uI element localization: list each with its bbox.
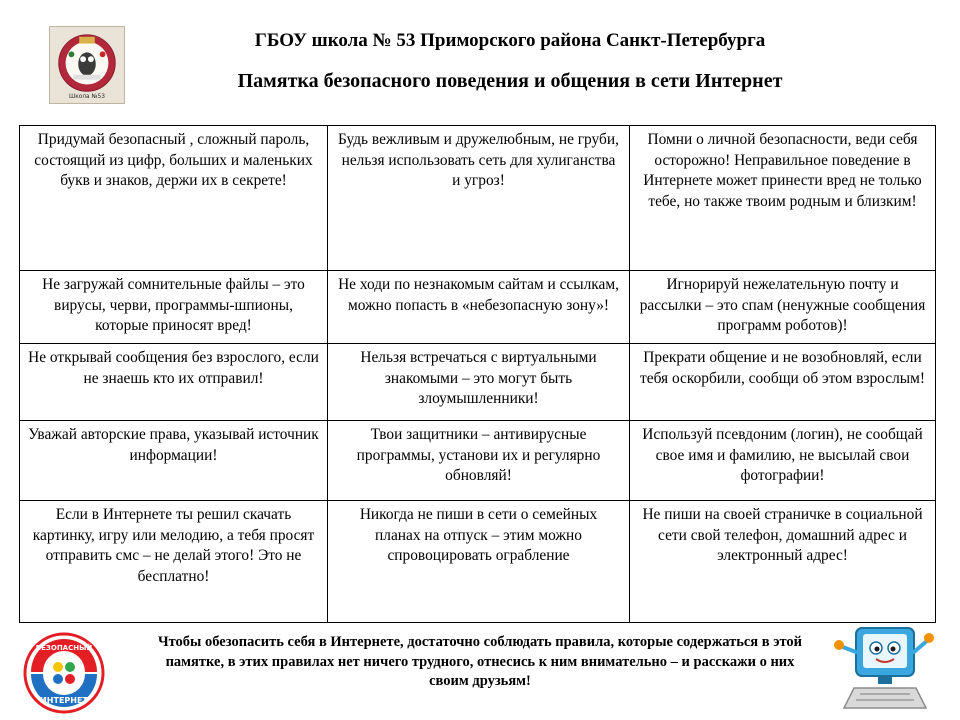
rule-cell: Твои защитники – антивирусные программы, установи их и регулярно обновляй! bbox=[328, 421, 630, 501]
mascot-pupil-right bbox=[891, 647, 896, 652]
mascot-pupil-left bbox=[875, 647, 880, 652]
badge-dot-yellow bbox=[53, 662, 63, 672]
table-row bbox=[20, 421, 936, 501]
rule-cell: Прекрати общение и не возобновляй, если тебя оскорбили, сообщи об этом взрослым! bbox=[630, 344, 936, 421]
crest-book bbox=[73, 75, 100, 80]
mascot-hand-left bbox=[834, 640, 844, 650]
crest-leaf-left bbox=[69, 51, 75, 57]
rule-cell: Игнорируй нежелательную почту и рассылки – это спам (ненужные сообщения программ роботов)! bbox=[630, 271, 936, 344]
rule-cell: Помни о личной безопасности, веди себя осторожно! Неправильное поведение в Интернете может принести вред не только тебе, но также твоим родным и близким! bbox=[630, 126, 936, 271]
table-row bbox=[20, 126, 936, 271]
badge-dot-green bbox=[65, 662, 75, 672]
page-header bbox=[0, 0, 960, 120]
badge-dot-red bbox=[65, 674, 75, 684]
rule-cell: Если в Интернете ты решил скачать картинку, игру или мелодию, а тебя просят отправить смс – не делай этого! Это не бесплатно! bbox=[20, 501, 328, 623]
crest-owl-eye-left bbox=[80, 56, 86, 62]
crest-crown bbox=[79, 37, 95, 44]
mascot-keyboard bbox=[844, 688, 926, 708]
crest-flower-right bbox=[100, 51, 106, 57]
rule-cell: Не загружай сомнительные файлы – это вирусы, черви, программы-шпионы, которые приносят вред! bbox=[20, 271, 328, 344]
safe-internet-logo-icon bbox=[23, 632, 105, 714]
rule-cell: Никогда не пиши в сети о семейных планах на отпуск – этим можно спровоцировать ограбление bbox=[328, 501, 630, 623]
badge-bottom-text: ИНТЕРНЕТ bbox=[40, 696, 88, 705]
rule-cell: Не открывай сообщения без взрослого, если не знаешь кто их отправил! bbox=[20, 344, 328, 421]
safe-internet-logo-graphic bbox=[23, 632, 105, 714]
crest-owl-eye-right bbox=[88, 56, 94, 62]
rule-cell: Уважай авторские права, указывай источник информации! bbox=[20, 421, 328, 501]
table-row bbox=[20, 501, 936, 623]
mascot-hand-right bbox=[924, 633, 934, 643]
page-title: Памятка безопасного поведения и общения в сети Интернет bbox=[237, 70, 783, 92]
computer-mascot-graphic bbox=[832, 622, 936, 716]
footer-message: Чтобы обезопасить себя в Интернете, достаточно соблюдать правила, которые содержаться в этой памятке, в этих правилах нет ничего трудного, отнесись к ним внимательно – и расскажи о них своим друзьям! bbox=[157, 634, 803, 689]
school-crest-graphic bbox=[50, 27, 124, 103]
school-crest-icon bbox=[49, 26, 125, 104]
rules-table bbox=[19, 125, 936, 623]
rule-cell: Не пиши на своей страничке в социальной сети свой телефон, домашний адрес и электронный адрес! bbox=[630, 501, 936, 623]
badge-dot-blue bbox=[53, 674, 63, 684]
crest-owl-body bbox=[78, 52, 96, 75]
badge-top-text: БЕЗОПАСНЫЙ bbox=[35, 644, 93, 652]
crest-caption: Школа №53 bbox=[69, 94, 105, 101]
mascot-stand bbox=[878, 676, 892, 684]
school-name: ГБОУ школа № 53 Приморского района Санкт-Петербурга bbox=[254, 30, 766, 51]
rule-cell: Придумай безопасный , сложный пароль, состоящий из цифр, больших и маленьких букв и знаков, держи их в секрете! bbox=[20, 126, 328, 271]
rule-cell: Будь вежливым и дружелюбным, не груби, нельзя использовать сеть для хулиганства и угроз! bbox=[328, 126, 630, 271]
rule-cell: Не ходи по незнакомым сайтам и ссылкам, можно попасть в «небезопасную зону»! bbox=[328, 271, 630, 344]
computer-mascot-icon bbox=[832, 622, 936, 716]
rule-cell: Используй псевдоним (логин), не сообщай свое имя и фамилию, не высылай свои фотографии! bbox=[630, 421, 936, 501]
rule-cell: Нельзя встречаться с виртуальными знакомыми – это могут быть злоумышленники! bbox=[328, 344, 630, 421]
table-row bbox=[20, 271, 936, 344]
table-row bbox=[20, 344, 936, 421]
